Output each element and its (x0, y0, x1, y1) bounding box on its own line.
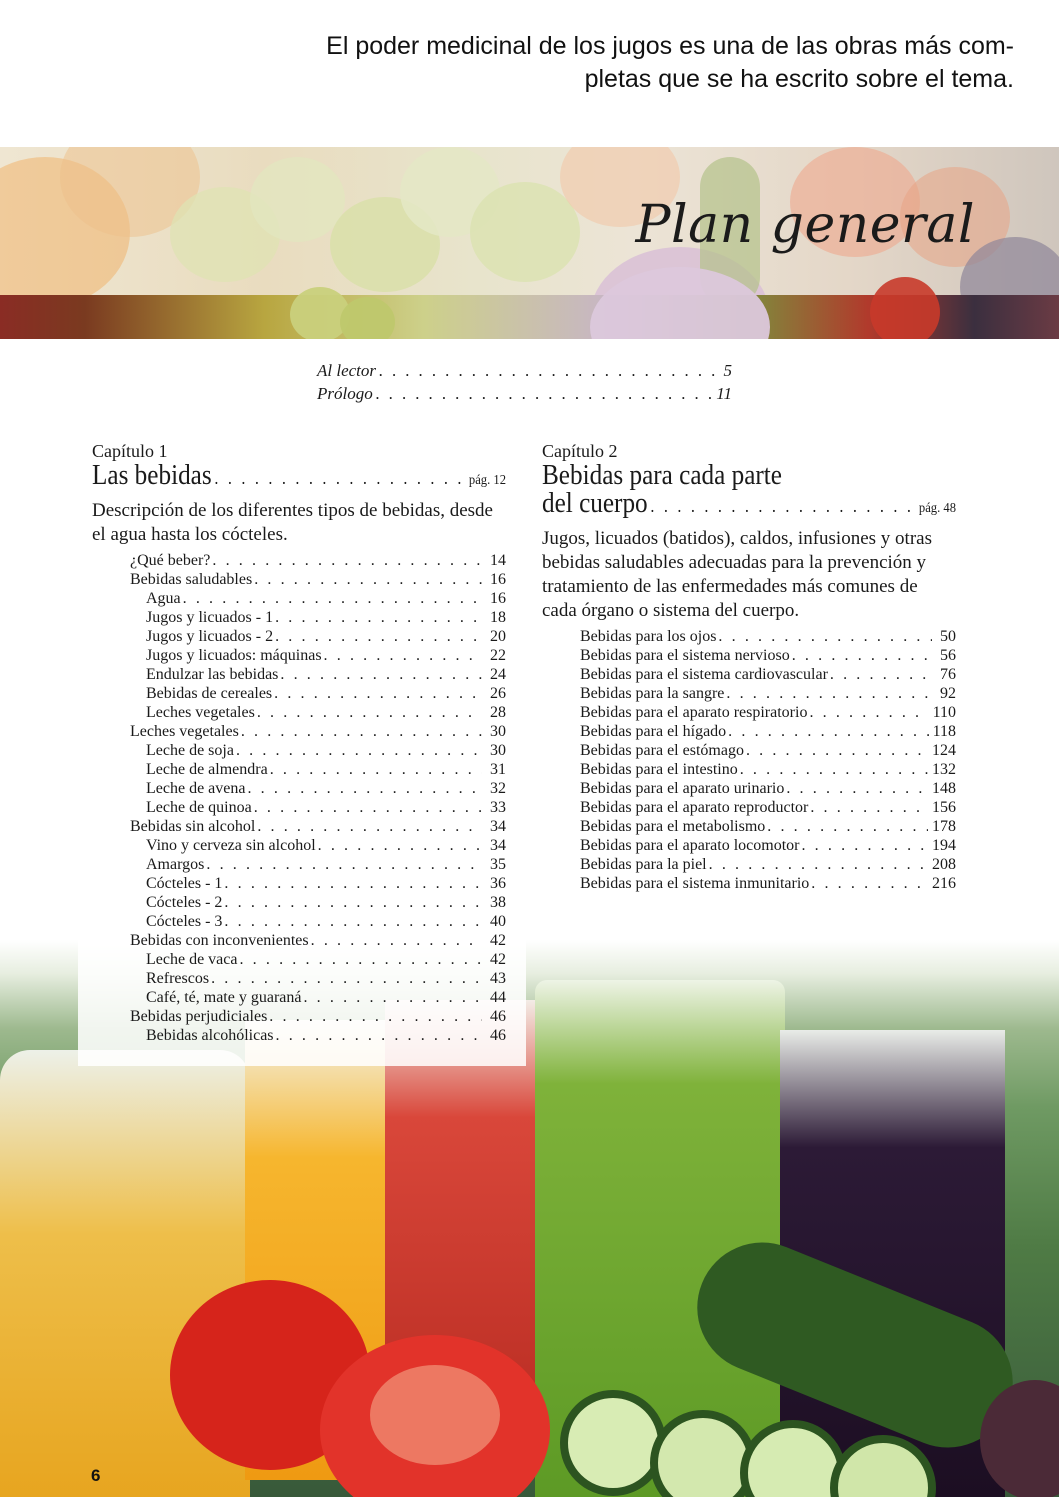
toc-entry[interactable] (92, 912, 506, 931)
leader-dots (324, 646, 482, 665)
toc-entry-label: Bebidas para el sistema nervioso (580, 647, 790, 664)
chapter-2-toc (580, 627, 956, 893)
toc-entry-page: 35 (490, 856, 506, 873)
toc-entry-label: Leche de quinoa (146, 799, 252, 816)
page-number: 6 (91, 1466, 101, 1485)
leader-dots (269, 1007, 482, 1026)
intro-text (254, 30, 1014, 96)
leader-dots (810, 798, 928, 817)
toc-entry-label: Bebidas sin alcohol (130, 818, 256, 835)
leader-dots (280, 665, 482, 684)
toc-entry-page: 34 (490, 837, 506, 854)
toc-entry[interactable] (92, 665, 506, 684)
toc-entry-page: 26 (490, 685, 506, 702)
toc-entry-label: Agua (146, 590, 181, 607)
toc-entry[interactable] (92, 1026, 506, 1045)
chapter-2 (542, 440, 956, 893)
toc-entry-page: 42 (490, 951, 506, 968)
toc-entry-label: Leche de vaca (146, 951, 238, 968)
leader-dots (257, 703, 482, 722)
toc-entry-page: 118 (932, 723, 956, 740)
toc-entry[interactable] (580, 817, 956, 836)
toc-entry[interactable] (580, 836, 956, 855)
leader-dots (270, 760, 482, 779)
toc-entry[interactable] (92, 893, 506, 912)
toc-entry-page: 42 (490, 932, 506, 949)
leader-dots (247, 779, 482, 798)
toc-entry-label: Endulzar las bebidas (146, 666, 279, 683)
leader-dots (740, 760, 928, 779)
leader-dots (767, 817, 928, 836)
toc-entry[interactable] (580, 646, 956, 665)
toc-entry-page: 32 (490, 780, 506, 797)
toc-entry-label: Leche de almendra (146, 761, 268, 778)
leader-dots (254, 798, 482, 817)
toc-entry-page: 132 (932, 761, 956, 778)
leader-dots (241, 722, 482, 741)
toc-entry-label: Bebidas para el metabolismo (580, 818, 766, 835)
toc-entry-page: 40 (490, 913, 506, 930)
toc-entry[interactable] (92, 608, 506, 627)
toc-entry-label: Café, té, mate y guaraná (146, 989, 302, 1006)
toc-entry[interactable] (580, 760, 956, 779)
front-matter-list (317, 361, 732, 407)
toc-entry-page: 46 (490, 1008, 506, 1025)
toc-entry-page: 124 (932, 742, 956, 759)
chapter-1-title-row[interactable] (92, 462, 506, 495)
toc-entry[interactable] (92, 855, 506, 874)
toc-entry-page: 30 (490, 723, 506, 740)
front-matter-item[interactable] (317, 361, 732, 384)
toc-entry[interactable] (580, 684, 956, 703)
toc-entry-label: Leche de soja (146, 742, 234, 759)
toc-entry[interactable] (580, 627, 956, 646)
leader-dots (650, 492, 916, 520)
toc-entry[interactable] (92, 703, 506, 722)
leader-dots (303, 988, 482, 1007)
chapter-2-page: pág. 48 (918, 501, 956, 516)
toc-entry-page: 33 (490, 799, 506, 816)
toc-entry-page: 30 (490, 742, 506, 759)
toc-entry-label: ¿Qué beber? (130, 552, 211, 569)
toc-entry[interactable] (92, 779, 506, 798)
toc-entry[interactable] (580, 741, 956, 760)
toc-entry-page: 43 (490, 970, 506, 987)
toc-entry-page: 18 (490, 609, 506, 626)
toc-entry-page: 148 (932, 780, 956, 797)
leader-dots (801, 836, 928, 855)
toc-entry[interactable] (92, 931, 506, 950)
toc-entry-label: Bebidas para el intestino (580, 761, 738, 778)
toc-entry-label: Bebidas para el aparato respiratorio (580, 704, 808, 721)
chapter-1-title: Las bebidas (92, 460, 212, 491)
toc-entry[interactable] (92, 836, 506, 855)
toc-entry[interactable] (92, 684, 506, 703)
toc-entry[interactable] (92, 646, 506, 665)
leader-dots (239, 950, 482, 969)
chapter-1-page: pág. 12 (468, 473, 506, 488)
section-title: Plan general (635, 195, 975, 255)
toc-entry-label: Bebidas para el aparato urinario (580, 780, 785, 797)
toc-entry-page: 38 (490, 894, 506, 911)
toc-entry-label: Bebidas perjudiciales (130, 1008, 268, 1025)
toc-entry-label: Leche de avena (146, 780, 246, 797)
leader-dots (276, 1026, 482, 1045)
leader-dots (311, 931, 482, 950)
leader-dots (224, 874, 482, 893)
toc-entry-label: Leches vegetales (130, 723, 239, 740)
leader-dots (709, 855, 928, 874)
toc-entry-label: Bebidas para la sangre (580, 685, 725, 702)
toc-entry[interactable] (92, 817, 506, 836)
toc-entry[interactable] (92, 722, 506, 741)
chapter-2-title-row-2[interactable] (542, 490, 956, 523)
leader-dots (830, 665, 932, 684)
toc-entry-label: Jugos y licuados - 2 (146, 628, 274, 645)
toc-entry[interactable] (92, 950, 506, 969)
toc-entry[interactable] (580, 874, 956, 893)
toc-entry-page: 50 (940, 628, 956, 645)
toc-entry-page: 56 (940, 647, 956, 664)
toc-entry-label: Bebidas para el aparato reproductor (580, 799, 809, 816)
chapter-1-label: Capítulo 1 (92, 441, 168, 461)
toc-entry-page: 16 (490, 590, 506, 607)
toc-entry[interactable] (580, 722, 956, 741)
toc-entry[interactable] (92, 988, 506, 1007)
front-matter-item[interactable] (317, 384, 732, 407)
chapter-1 (92, 440, 506, 1045)
toc-entry-page: 20 (490, 628, 506, 645)
front-matter-page: 11 (716, 384, 732, 403)
leader-dots (224, 912, 482, 931)
intro-line-1: El poder medicinal de los jugos es una de las obras más com- (326, 32, 1014, 60)
toc-entry-page: 110 (932, 704, 956, 721)
toc-entry-label: Amargos (146, 856, 205, 873)
leader-dots (183, 589, 482, 608)
front-matter-label: Prólogo (317, 384, 373, 403)
toc-entry[interactable] (580, 855, 956, 874)
toc-entry-label: Leches vegetales (146, 704, 255, 721)
leader-dots (792, 646, 932, 665)
leader-dots (257, 817, 482, 836)
toc-entry-label: Bebidas para el aparato locomotor (580, 837, 800, 854)
toc-entry-page: 46 (490, 1027, 506, 1044)
toc-entry-label: Bebidas alcohólicas (146, 1027, 274, 1044)
toc-entry-label: Bebidas con inconvenientes (130, 932, 309, 949)
toc-entry-page: 92 (940, 685, 956, 702)
intro-line-2: pletas que se ha escrito sobre el tema. (584, 65, 1014, 93)
toc-entry-page: 34 (490, 818, 506, 835)
toc-entry-label: Bebidas para los ojos (580, 628, 717, 645)
toc-entry[interactable] (92, 874, 506, 893)
toc-entry-label: Cócteles - 2 (146, 894, 223, 911)
toc-entry-label: Bebidas para el sistema inmunitario (580, 875, 810, 892)
chapter-2-label: Capítulo 2 (542, 441, 618, 461)
front-matter-label: Al lector (317, 361, 377, 380)
leader-dots (212, 551, 482, 570)
leader-dots (786, 779, 928, 798)
toc-entry-page: 16 (490, 571, 506, 588)
toc-entry-page: 76 (940, 666, 956, 683)
banner-image (0, 147, 1059, 339)
leader-dots (224, 893, 482, 912)
toc-entry-page: 14 (490, 552, 506, 569)
toc-entry-label: Jugos y licuados - 1 (146, 609, 274, 626)
toc-entry-label: Bebidas de cereales (146, 685, 273, 702)
leader-dots (211, 969, 482, 988)
leader-dots (811, 874, 928, 893)
toc-entry-page: 216 (932, 875, 956, 892)
toc-entry-label: Bebidas para la piel (580, 856, 707, 873)
toc-entry-label: Bebidas para el sistema cardiovascular (580, 666, 828, 683)
toc-entry[interactable] (92, 570, 506, 589)
toc-entry[interactable] (580, 779, 956, 798)
toc-entry-label: Bebidas para el estómago (580, 742, 744, 759)
chapter-1-description: Descripción de los diferentes tipos de bebidas, desde el agua hasta los cócteles. (92, 500, 493, 545)
leader-dots (376, 384, 714, 404)
leader-dots (275, 608, 482, 627)
toc-entry[interactable] (92, 741, 506, 760)
toc-entry-label: Bebidas para el hígado (580, 723, 727, 740)
chapter-2-title-row-1[interactable] (542, 462, 956, 490)
toc-entry-page: 44 (490, 989, 506, 1006)
toc-entry[interactable] (92, 1007, 506, 1026)
leader-dots (318, 836, 482, 855)
leader-dots (274, 684, 482, 703)
toc-entry-label: Refrescos (146, 970, 210, 987)
leader-dots (809, 703, 928, 722)
chapter-2-description: Jugos, licuados (batidos), caldos, infusiones y otras bebidas saludables adecuadas para la prevención y tratamiento de las enfermedades más comunes de cada órgano o sistema del cuerpo. (542, 528, 932, 621)
toc-entry-label: Bebidas saludables (130, 571, 253, 588)
toc-entry[interactable] (92, 969, 506, 988)
toc-entry-page: 178 (932, 818, 956, 835)
leader-dots (746, 741, 928, 760)
front-matter-page: 5 (723, 361, 732, 380)
toc-entry[interactable] (92, 760, 506, 779)
toc-entry[interactable] (92, 589, 506, 608)
toc-entry-label: Cócteles - 3 (146, 913, 223, 930)
leader-dots (718, 627, 932, 646)
toc-entry-page: 36 (490, 875, 506, 892)
toc-entry-label: Vino y cerveza sin alcohol (146, 837, 316, 854)
leader-dots (254, 570, 482, 589)
toc-entry[interactable] (92, 627, 506, 646)
toc-entry-page: 31 (490, 761, 506, 778)
toc-entry-page: 24 (490, 666, 506, 683)
toc-entry-page: 22 (490, 647, 506, 664)
leader-dots (379, 361, 720, 381)
toc-entry[interactable] (92, 551, 506, 570)
toc-entry-label: Cócteles - 1 (146, 875, 223, 892)
chapter-2-title-line-2: del cuerpo (542, 488, 648, 519)
chapter-2-title-line-1: Bebidas para cada parte (542, 460, 782, 491)
toc-entry-page: 208 (932, 856, 956, 873)
leader-dots (206, 855, 482, 874)
toc-entry[interactable] (580, 798, 956, 817)
chapter-1-toc (92, 551, 506, 1045)
toc-entry-page: 28 (490, 704, 506, 721)
toc-entry[interactable] (580, 703, 956, 722)
toc-entry-label: Jugos y licuados: máquinas (146, 647, 322, 664)
leader-dots (728, 722, 928, 741)
toc-entry[interactable] (92, 798, 506, 817)
leader-dots (236, 741, 482, 760)
leader-dots (214, 464, 466, 492)
toc-entry-page: 156 (932, 799, 956, 816)
leader-dots (275, 627, 482, 646)
toc-entry-page: 194 (932, 837, 956, 854)
leader-dots (726, 684, 932, 703)
toc-entry[interactable] (580, 665, 956, 684)
